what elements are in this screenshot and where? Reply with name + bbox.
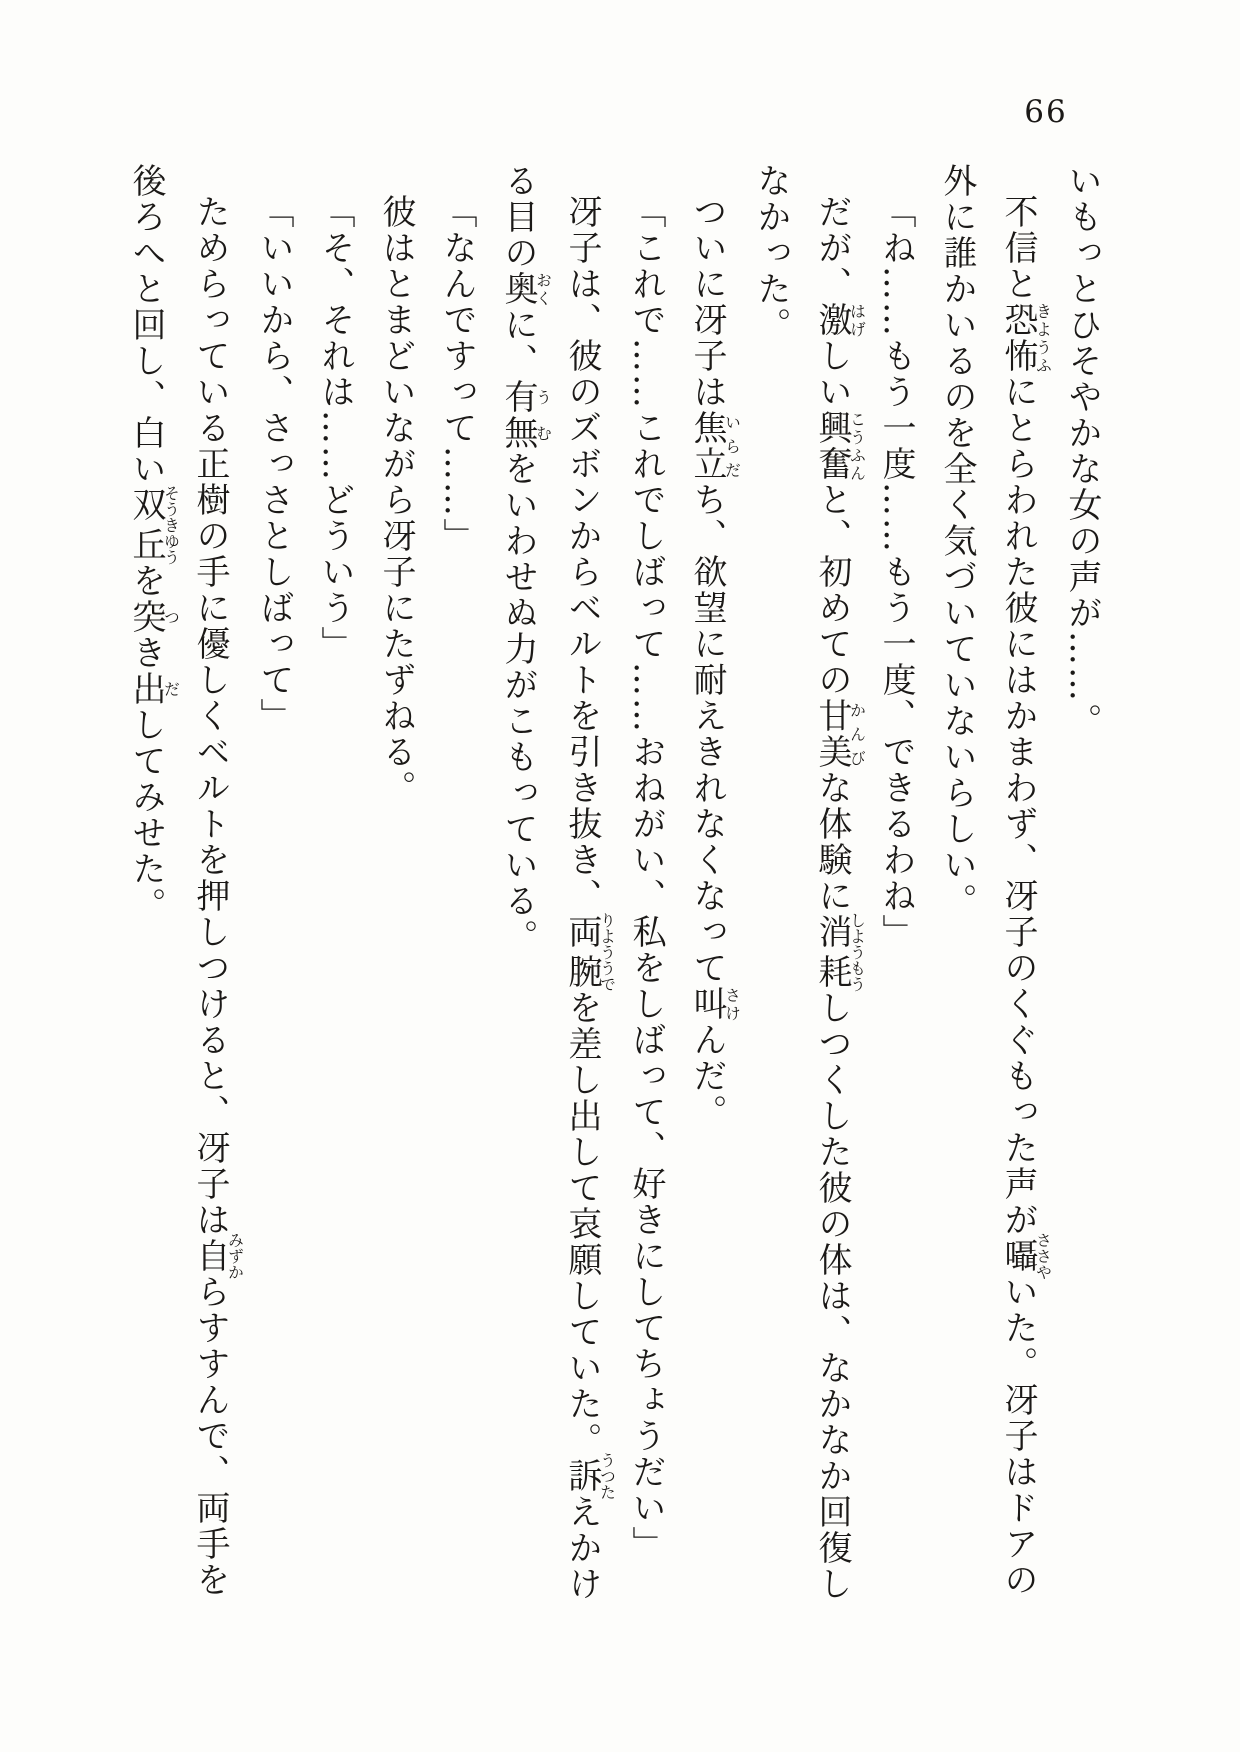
furigana-ruby: 消耗しようもう bbox=[812, 912, 867, 992]
furigana-ruby: 双丘そうきゆう bbox=[126, 485, 181, 565]
furigana-ruby: 訴うつた bbox=[562, 1452, 617, 1500]
text-column: 「そ、それは……どういう」 bbox=[315, 194, 355, 662]
page-number: 66 bbox=[1024, 94, 1068, 130]
text-block bbox=[115, 163, 1112, 1647]
text-column: 後ろへと回し、白い双丘そうきゆうを突つき出だしてみせた。 bbox=[126, 163, 181, 923]
furigana-ruby: 激はげ bbox=[812, 302, 867, 338]
furigana-ruby: 恐怖きようふ bbox=[998, 302, 1053, 374]
text-column: 「ね……もう一度……もう一度、できるわね」 bbox=[876, 194, 916, 950]
text-column: る目の奥おくに、有無うむをいわせぬ力がこもっている。 bbox=[498, 163, 553, 955]
furigana-ruby: 突つ bbox=[126, 599, 181, 635]
furigana-ruby: 甘美かんび bbox=[812, 698, 867, 770]
text-column: 冴子は、彼のズボンからベルトを引き抜き、両腕りよううでを差し出して哀願していた。訴うつたえかけ bbox=[562, 194, 617, 1602]
furigana-ruby: 叫さけ bbox=[687, 986, 742, 1022]
text-column: 「これで……これでしばって……おねがい、私をしばって、好きにしてちょうだい」 bbox=[626, 194, 666, 1562]
text-column: 不信と恐怖きようふにとらわれた彼にはかまわず、冴子のくぐもった声が囁ささやいた。冴子はドアの bbox=[998, 194, 1053, 1598]
furigana-ruby: 有無うむ bbox=[498, 379, 553, 451]
text-column: なかった。 bbox=[751, 163, 791, 343]
text-column: 外に誰かいるのを全く気づいていないらしい。 bbox=[937, 163, 977, 919]
furigana-ruby: 興奮こうふん bbox=[812, 410, 867, 482]
furigana-ruby: 出だ bbox=[126, 671, 181, 707]
furigana-ruby: 両腕りよううで bbox=[562, 912, 617, 992]
text-column: だが、激はげしい興奮こうふんと、初めての甘美かんびな体験に消耗しようもうしつくした彼の体は、なかなか回復し bbox=[812, 194, 867, 1602]
text-column: 彼はとまどいながら冴子にたずねる。 bbox=[376, 194, 416, 806]
text-column: いもっとひそやかな女の声が……。 bbox=[1062, 163, 1102, 739]
text-column: ためらっている正樹の手に優しくベルトを押しつけると、冴子は自みずからすすんで、両手を bbox=[190, 194, 245, 1598]
text-column: 「なんですって……」 bbox=[437, 194, 477, 554]
furigana-ruby: 囁ささや bbox=[998, 1232, 1053, 1280]
furigana-ruby: 奥おく bbox=[498, 271, 553, 307]
text-column: ついに冴子は焦立いらだち、欲望に耐えきれなくなって叫さけんだ。 bbox=[687, 194, 742, 1130]
furigana-ruby: 焦立いらだ bbox=[687, 410, 742, 482]
text-column: 「いいから、さっさとしばって」 bbox=[254, 194, 294, 734]
furigana-ruby: 自みずか bbox=[190, 1232, 245, 1280]
